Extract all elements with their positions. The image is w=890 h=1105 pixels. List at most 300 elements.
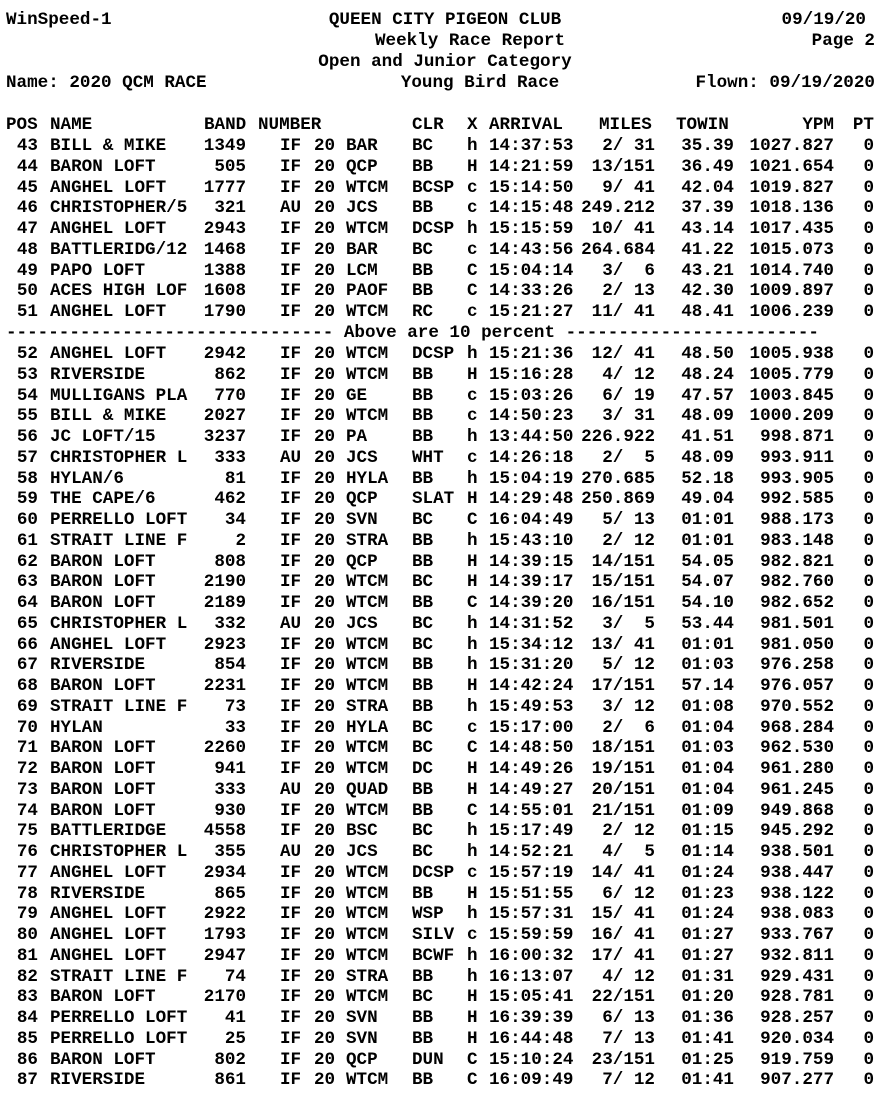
- cell-miles: 6/ 12: [602, 883, 655, 904]
- cell-x: h: [467, 136, 478, 156]
- cell-pt: 0: [863, 385, 874, 406]
- table-row: [0, 635, 890, 656]
- cell-ypm: 970.552: [760, 696, 834, 717]
- cell-yr: 20: [314, 530, 336, 551]
- cell-ab: IF: [280, 551, 302, 572]
- cell-ypm: 938.122: [760, 883, 834, 904]
- cell-pos: 75: [16, 821, 38, 842]
- cell-ypm: 968.284: [760, 717, 834, 738]
- cell-yr: 20: [314, 427, 336, 447]
- cell-towin: 47.57: [681, 385, 734, 406]
- cell-ypm: 982.821: [760, 551, 834, 572]
- cell-pos: 52: [16, 344, 38, 364]
- cell-club: WTCM: [346, 676, 389, 696]
- cell-pt: 0: [863, 987, 874, 1008]
- cell-pos: 68: [16, 676, 38, 696]
- cell-ypm: 1009.897: [749, 281, 834, 302]
- table-row: [0, 136, 890, 157]
- cell-arrival: 14:49:27: [489, 779, 574, 800]
- cell-club: WTCM: [346, 655, 389, 676]
- cell-towin: 01:41: [681, 1028, 734, 1049]
- cell-clr: DCSP: [412, 344, 455, 364]
- cell-miles: 264.684: [581, 239, 655, 260]
- cell-towin: 57.14: [681, 676, 734, 696]
- cell-towin: 01:25: [681, 1049, 734, 1070]
- cell-name: ANGHEL LOFT: [50, 219, 167, 239]
- ten-percent-separator: [0, 323, 890, 344]
- cell-pos: 56: [16, 427, 38, 447]
- cell-pos: 62: [16, 551, 38, 572]
- cell-pt: 0: [863, 302, 874, 322]
- cell-towin: 01:04: [681, 717, 734, 738]
- cell-band: 1790: [203, 302, 246, 322]
- cell-miles: 250.869: [581, 489, 655, 510]
- cell-ab: IF: [280, 239, 302, 260]
- col-arrival: ARRIVAL: [489, 115, 563, 135]
- table-row: [0, 1070, 890, 1091]
- cell-ab: IF: [280, 904, 302, 925]
- club-name: QUEEN CITY PIGEON CLUB: [328, 10, 562, 30]
- cell-clr: BB: [412, 406, 434, 427]
- cell-arrival: 16:13:07: [489, 966, 574, 987]
- cell-arrival: 15:57:31: [489, 904, 574, 925]
- category: Open and Junior Category: [318, 52, 572, 72]
- table-row: [0, 1008, 890, 1029]
- cell-name: JC LOFT/15: [50, 427, 156, 447]
- cell-x: H: [467, 759, 478, 779]
- cell-band: 333: [214, 447, 246, 468]
- cell-ab: IF: [280, 655, 302, 676]
- cell-club: GE: [346, 385, 368, 406]
- cell-miles: 14/151: [591, 551, 655, 572]
- cell-name: BARON LOFT: [50, 1049, 156, 1070]
- cell-arrival: 15:04:19: [489, 468, 574, 489]
- cell-name: STRAIT LINE F: [50, 530, 188, 551]
- cell-name: BARON LOFT: [50, 551, 156, 572]
- cell-ypm: 933.767: [760, 925, 834, 945]
- cell-yr: 20: [314, 738, 336, 759]
- cell-ab: IF: [280, 530, 302, 551]
- cell-club: WTCM: [346, 364, 389, 385]
- flown-date: Flown: 09/19/2020: [695, 73, 875, 93]
- cell-x: H: [467, 156, 478, 177]
- cell-club: WTCM: [346, 759, 389, 779]
- cell-towin: 54.10: [681, 593, 734, 613]
- cell-band: 321: [214, 198, 246, 219]
- cell-pos: 69: [16, 696, 38, 717]
- cell-ab: IF: [280, 676, 302, 696]
- cell-pos: 72: [16, 759, 38, 779]
- cell-club: WTCM: [346, 862, 389, 883]
- cell-pt: 0: [863, 344, 874, 364]
- cell-miles: 2/ 6: [602, 717, 655, 738]
- cell-x: c: [467, 717, 478, 738]
- cell-ypm: 983.148: [760, 530, 834, 551]
- cell-yr: 20: [314, 219, 336, 239]
- cell-ypm: 1015.073: [749, 239, 834, 260]
- cell-ypm: 981.501: [760, 613, 834, 634]
- cell-x: H: [467, 987, 478, 1008]
- race-type: Young Bird Race: [400, 73, 560, 93]
- cell-miles: 15/ 41: [591, 904, 655, 925]
- cell-yr: 20: [314, 800, 336, 821]
- cell-miles: 15/151: [591, 572, 655, 593]
- cell-clr: BB: [412, 676, 434, 696]
- cell-clr: BC: [412, 510, 434, 530]
- cell-towin: 01:14: [681, 842, 734, 862]
- cell-band: 34: [224, 510, 246, 530]
- cell-x: h: [467, 219, 478, 239]
- cell-ypm: 932.811: [760, 945, 834, 966]
- cell-x: h: [467, 427, 478, 447]
- cell-name: BARON LOFT: [50, 987, 156, 1008]
- cell-ab: IF: [280, 219, 302, 239]
- cell-ypm: 1018.136: [749, 198, 834, 219]
- cell-name: BARON LOFT: [50, 738, 156, 759]
- cell-pos: 58: [16, 468, 38, 489]
- cell-name: PERRELLO LOFT: [50, 510, 188, 530]
- cell-towin: 01:01: [681, 510, 734, 530]
- cell-towin: 43.21: [681, 260, 734, 281]
- cell-club: QUAD: [346, 779, 389, 800]
- cell-pos: 84: [16, 1008, 38, 1028]
- cell-ab: IF: [280, 364, 302, 385]
- header-line-4: [0, 73, 890, 94]
- cell-pt: 0: [863, 717, 874, 738]
- cell-pos: 86: [16, 1049, 38, 1070]
- cell-miles: 7/ 13: [602, 1028, 655, 1049]
- cell-ab: IF: [280, 427, 302, 447]
- cell-club: JCS: [346, 198, 378, 219]
- cell-band: 2170: [203, 987, 246, 1008]
- cell-miles: 4/ 12: [602, 364, 655, 385]
- cell-clr: BB: [412, 779, 434, 800]
- cell-x: H: [467, 1008, 478, 1028]
- cell-miles: 19/151: [591, 759, 655, 779]
- cell-yr: 20: [314, 842, 336, 862]
- cell-pt: 0: [863, 821, 874, 842]
- cell-ab: IF: [280, 510, 302, 530]
- cell-name: STRAIT LINE F: [50, 696, 188, 717]
- cell-band: 332: [214, 613, 246, 634]
- cell-pt: 0: [863, 862, 874, 883]
- cell-ab: IF: [280, 281, 302, 302]
- cell-pos: 70: [16, 717, 38, 738]
- cell-ab: IF: [280, 925, 302, 945]
- cell-club: STRA: [346, 696, 389, 717]
- cell-name: ANGHEL LOFT: [50, 925, 167, 945]
- cell-ab: IF: [280, 1049, 302, 1070]
- cell-club: JCS: [346, 447, 378, 468]
- cell-ab: IF: [280, 489, 302, 510]
- cell-towin: 01:31: [681, 966, 734, 987]
- cell-ypm: 1027.827: [749, 136, 834, 156]
- cell-x: c: [467, 447, 478, 468]
- cell-clr: BB: [412, 427, 434, 447]
- cell-pos: 43: [16, 136, 38, 156]
- cell-club: WTCM: [346, 925, 389, 945]
- cell-band: 2189: [203, 593, 246, 613]
- col-miles: MILES: [599, 115, 652, 135]
- cell-pos: 59: [16, 489, 38, 510]
- cell-x: C: [467, 260, 478, 281]
- cell-band: 1777: [203, 177, 246, 198]
- cell-towin: 01:24: [681, 862, 734, 883]
- cell-yr: 20: [314, 572, 336, 593]
- cell-miles: 3/ 12: [602, 696, 655, 717]
- cell-miles: 11/ 41: [591, 302, 655, 322]
- cell-yr: 20: [314, 156, 336, 177]
- cell-miles: 17/ 41: [591, 945, 655, 966]
- cell-yr: 20: [314, 717, 336, 738]
- table-row: [0, 510, 890, 531]
- cell-ypm: 938.447: [760, 862, 834, 883]
- cell-x: H: [467, 676, 478, 696]
- col-towin: TOWIN: [676, 115, 729, 135]
- cell-yr: 20: [314, 883, 336, 904]
- cell-ab: IF: [280, 945, 302, 966]
- cell-pos: 53: [16, 364, 38, 385]
- cell-miles: 2/ 13: [602, 281, 655, 302]
- cell-pt: 0: [863, 800, 874, 821]
- cell-clr: BB: [412, 530, 434, 551]
- cell-towin: 41.51: [681, 427, 734, 447]
- cell-pos: 66: [16, 634, 38, 655]
- cell-x: h: [467, 842, 478, 862]
- cell-club: SVN: [346, 1008, 378, 1028]
- cell-towin: 54.05: [681, 551, 734, 572]
- cell-clr: BC: [412, 821, 434, 842]
- cell-ypm: 1019.827: [749, 177, 834, 198]
- cell-band: 33: [224, 717, 246, 738]
- cell-ab: AU: [280, 842, 302, 862]
- cell-towin: 01:08: [681, 696, 734, 717]
- cell-arrival: 14:21:59: [489, 156, 574, 177]
- cell-clr: RC: [412, 302, 434, 322]
- cell-arrival: 15:03:26: [489, 385, 574, 406]
- cell-ypm: 998.871: [760, 427, 834, 447]
- cell-yr: 20: [314, 177, 336, 198]
- cell-pt: 0: [863, 468, 874, 489]
- cell-pt: 0: [863, 260, 874, 281]
- cell-clr: BCWF: [412, 945, 455, 966]
- cell-band: 770: [214, 385, 246, 406]
- cell-band: 505: [214, 156, 246, 177]
- cell-ypm: 962.530: [760, 738, 834, 759]
- cell-arrival: 14:29:48: [489, 489, 574, 510]
- cell-towin: 42.30: [681, 281, 734, 302]
- cell-club: BAR: [346, 239, 378, 260]
- cell-x: C: [467, 1070, 478, 1091]
- cell-miles: 5/ 12: [602, 655, 655, 676]
- cell-pos: 85: [16, 1028, 38, 1049]
- cell-club: STRA: [346, 966, 389, 987]
- cell-pos: 67: [16, 655, 38, 676]
- cell-ypm: 928.781: [760, 987, 834, 1008]
- cell-band: 862: [214, 364, 246, 385]
- cell-club: PAOF: [346, 281, 389, 302]
- table-row: [0, 198, 890, 219]
- cell-clr: DC: [412, 759, 434, 779]
- cell-miles: 21/151: [591, 800, 655, 821]
- cell-band: 1793: [203, 925, 246, 945]
- cell-clr: BB: [412, 1008, 434, 1028]
- cell-towin: 43.14: [681, 219, 734, 239]
- cell-band: 802: [214, 1049, 246, 1070]
- cell-ypm: 1000.209: [749, 406, 834, 427]
- cell-x: H: [467, 551, 478, 572]
- cell-ab: IF: [280, 1008, 302, 1028]
- table-row: [0, 738, 890, 759]
- cell-ypm: 982.652: [760, 593, 834, 613]
- cell-clr: DCSP: [412, 862, 455, 883]
- cell-yr: 20: [314, 613, 336, 634]
- cell-club: WTCM: [346, 219, 389, 239]
- cell-name: CHRISTOPHER L: [50, 447, 188, 468]
- cell-name: RIVERSIDE: [50, 655, 146, 676]
- cell-band: 2922: [203, 904, 246, 925]
- cell-name: HYLAN/6: [50, 468, 124, 489]
- cell-name: ACES HIGH LOF: [50, 281, 188, 302]
- cell-miles: 16/151: [591, 593, 655, 613]
- table-row: [0, 593, 890, 614]
- cell-clr: BC: [412, 136, 434, 156]
- cell-clr: BB: [412, 260, 434, 281]
- cell-club: QCP: [346, 489, 378, 510]
- cell-pt: 0: [863, 696, 874, 717]
- table-row: [0, 261, 890, 282]
- cell-club: PA: [346, 427, 368, 447]
- cell-yr: 20: [314, 987, 336, 1008]
- table-row: [0, 448, 890, 469]
- table-row: [0, 427, 890, 448]
- cell-ab: IF: [280, 696, 302, 717]
- cell-clr: BCSP: [412, 177, 455, 198]
- cell-band: 854: [214, 655, 246, 676]
- cell-clr: BB: [412, 1028, 434, 1049]
- cell-ypm: 1006.239: [749, 302, 834, 322]
- cell-ab: IF: [280, 883, 302, 904]
- cell-pt: 0: [863, 364, 874, 385]
- cell-arrival: 14:43:56: [489, 239, 574, 260]
- cell-clr: BB: [412, 156, 434, 177]
- cell-x: c: [467, 862, 478, 883]
- cell-name: BARON LOFT: [50, 572, 156, 593]
- cell-yr: 20: [314, 447, 336, 468]
- col-ypm: YPM: [802, 115, 834, 135]
- cell-yr: 20: [314, 966, 336, 987]
- cell-arrival: 16:09:49: [489, 1070, 574, 1091]
- cell-clr: SILV: [412, 925, 455, 945]
- cell-ab: AU: [280, 613, 302, 634]
- cell-club: WTCM: [346, 302, 389, 322]
- table-row: [0, 967, 890, 988]
- cell-pt: 0: [863, 676, 874, 696]
- cell-arrival: 14:39:15: [489, 551, 574, 572]
- cell-arrival: 16:39:39: [489, 1008, 574, 1028]
- cell-band: 1388: [203, 260, 246, 281]
- cell-band: 2231: [203, 676, 246, 696]
- header-line-1: [0, 10, 890, 31]
- cell-pos: 65: [16, 613, 38, 634]
- cell-pt: 0: [863, 530, 874, 551]
- cell-towin: 37.39: [681, 198, 734, 219]
- cell-clr: WSP: [412, 904, 444, 925]
- cell-ypm: 945.292: [760, 821, 834, 842]
- cell-arrival: 14:52:21: [489, 842, 574, 862]
- cell-yr: 20: [314, 385, 336, 406]
- cell-clr: BB: [412, 696, 434, 717]
- cell-club: WTCM: [346, 177, 389, 198]
- cell-ab: IF: [280, 136, 302, 156]
- cell-yr: 20: [314, 593, 336, 613]
- cell-miles: 2/ 5: [602, 447, 655, 468]
- cell-clr: BB: [412, 655, 434, 676]
- cell-ab: IF: [280, 717, 302, 738]
- cell-club: SVN: [346, 510, 378, 530]
- cell-towin: 01:27: [681, 925, 734, 945]
- cell-arrival: 15:31:20: [489, 655, 574, 676]
- cell-yr: 20: [314, 1028, 336, 1049]
- cell-ab: IF: [280, 862, 302, 883]
- cell-club: SVN: [346, 1028, 378, 1049]
- cell-miles: 20/151: [591, 779, 655, 800]
- cell-arrival: 15:05:41: [489, 987, 574, 1008]
- cell-ypm: 949.868: [760, 800, 834, 821]
- cell-club: BSC: [346, 821, 378, 842]
- cell-x: h: [467, 966, 478, 987]
- cell-pt: 0: [863, 593, 874, 613]
- cell-band: 2260: [203, 738, 246, 759]
- cell-miles: 226.922: [581, 427, 655, 447]
- cell-club: WTCM: [346, 634, 389, 655]
- cell-pos: 45: [16, 177, 38, 198]
- cell-pt: 0: [863, 1049, 874, 1070]
- cell-miles: 16/ 41: [591, 925, 655, 945]
- cell-pt: 0: [863, 883, 874, 904]
- report-title: Weekly Race Report: [374, 31, 566, 51]
- cell-band: 1349: [203, 136, 246, 156]
- cell-name: BATTLERIDG/12: [50, 239, 188, 260]
- cell-x: h: [467, 613, 478, 634]
- cell-clr: BC: [412, 634, 434, 655]
- table-row: [0, 1050, 890, 1071]
- table-row: [0, 281, 890, 302]
- cell-band: 3237: [203, 427, 246, 447]
- table-row: [0, 842, 890, 863]
- table-row: [0, 178, 890, 199]
- table-row: [0, 884, 890, 905]
- cell-yr: 20: [314, 239, 336, 260]
- cell-pos: 76: [16, 842, 38, 862]
- cell-club: WTCM: [346, 572, 389, 593]
- separator-text: ------------------------------- Above are 10 percent ------------------------: [6, 323, 819, 343]
- cell-arrival: 14:33:26: [489, 281, 574, 302]
- cell-band: 355: [214, 842, 246, 862]
- cell-band: 2027: [203, 406, 246, 427]
- cell-pt: 0: [863, 510, 874, 530]
- table-row: [0, 614, 890, 635]
- cell-band: 2947: [203, 945, 246, 966]
- cell-clr: BC: [412, 738, 434, 759]
- cell-arrival: 14:31:52: [489, 613, 574, 634]
- cell-pos: 83: [16, 987, 38, 1008]
- cell-x: H: [467, 1028, 478, 1049]
- col-pos: POS: [6, 115, 38, 135]
- cell-x: h: [467, 945, 478, 966]
- cell-arrival: 14:26:18: [489, 447, 574, 468]
- cell-miles: 5/ 13: [602, 510, 655, 530]
